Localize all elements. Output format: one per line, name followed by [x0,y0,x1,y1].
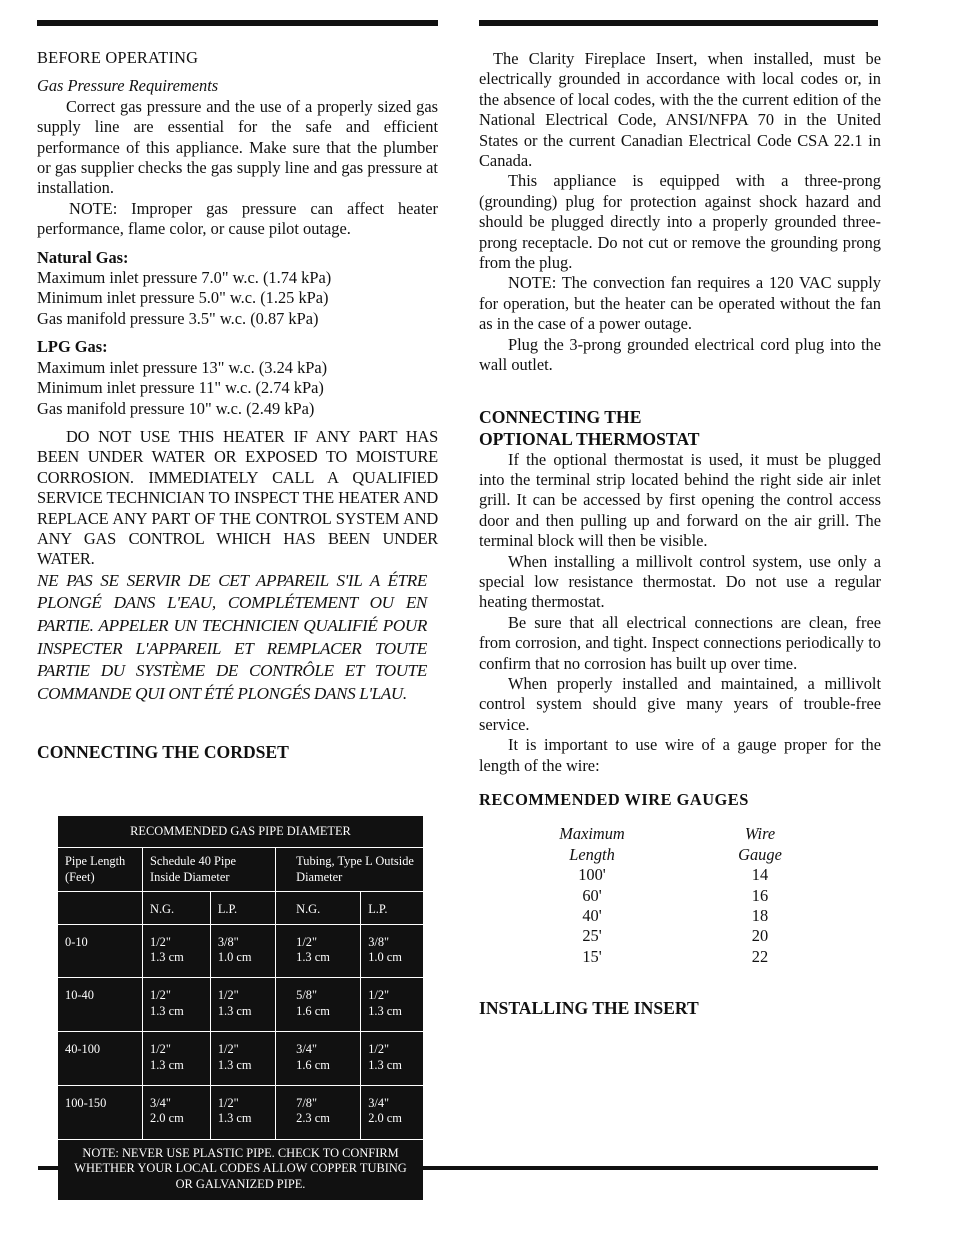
warning-english: DO NOT USE THIS HEATER IF ANY PART HAS BEEN UNDER WATER OR EXPOSED TO MOISTURE CORROSION. IMMEDIATELY CALL A QUALIFIED SERVICE TECHNICIAN TO INSPECT THE HEATER AND REPLACE ANY PART OF THE CONTROL SYSTEM AND ANY GAS CONTROL WHICH HAS BEEN UNDER WATER. [37,426,438,569]
connections-paragraph: Be sure that all electrical connections are clean, free from corrosion, and tight. Inspect connections periodically to confirm that no corrosion has built up over time. [479,612,881,673]
gas-table-col-tubing: Tubing, Type L Outside Diameter [276,848,423,892]
gas-table-cell [210,924,275,978]
table-row [58,1032,423,1086]
millivolt-paragraph: When installing a millivolt control system, use only a special low resistance thermostat. Do not use a regular heating thermostat. [479,551,881,612]
thermostat-heading: CONNECTING THE [479,406,642,427]
cell-inch: 1/2" [217,988,239,1003]
cell-cm: 1.3 cm [217,1003,252,1018]
natural-gas-line: Maximum inlet pressure 7.0" w.c. (1.74 kPa) [37,268,332,288]
thermostat-heading: OPTIONAL THERMOSTAT [479,428,700,449]
outlet-paragraph: Plug the 3-prong grounded electrical cord plug into the wall outlet. [479,334,881,375]
gas-table-cell [210,1032,275,1086]
gas-table-cell [276,1086,361,1140]
wire-table-header [479,824,879,844]
cell-cm: 1.3 cm [368,1057,402,1072]
cell-inch: 1/2" [150,934,171,949]
cell-inch: 3/4" [296,1042,318,1057]
wire-gauges-title: RECOMMENDED WIRE GAUGES [479,790,749,809]
cell-inch: 3/4" [368,1096,390,1111]
top-rule-right [479,20,878,26]
wire-gauge: 22 [751,946,769,966]
gas-table-sub-lp: L.P. [361,892,423,924]
cell-cm: 1.3 cm [150,1003,184,1018]
wire-head-length: Length [569,844,615,864]
warning-french: NE PAS SE SERVIR DE CET APPAREIL S'IL A ÉTRE PLONGÉ DANS L'EAU, COMPLÉTEMENT OU EN PARTIE. APPELER UN TECHNICIEN QUALIFIÉ POUR INSPECTER L'APPAREIL ET REMPLACER TOUTE PARTIE DU SYSTÈME DE CONTRÔLE ET TOUTE COMMANDE QUI ONT ÉTÉ PLONGÉS DANS L'LAU. [37,570,427,703]
wire-length: 15' [582,946,602,966]
wire-gauges-table [479,824,879,967]
gas-table-empty-cell [58,892,143,924]
maintained-paragraph: When properly installed and maintained, a millivolt control system should give many years of trouble-free service. [479,673,881,734]
lpg-gas-line: Gas manifold pressure 10" w.c. (2.49 kPa) [37,398,315,418]
plug-paragraph: This appliance is equipped with a three-prong (grounding) plug for protection against shock hazard and should be plugged directly into a properly grounded three-prong receptacle. Do not cut or remove the grounding prong from the plug. [479,171,881,273]
cell-inch: 5/8" [296,988,318,1003]
gas-table-cell [276,978,361,1032]
cell-inch: 1/2" [368,1042,390,1057]
table-row [58,924,423,978]
gas-table-note: NOTE: NEVER USE PLASTIC PIPE. CHECK TO CONFIRM WHETHER YOUR LOCAL CODES ALLOW COPPER TUBING OR GALVANIZED PIPE. [58,1139,423,1200]
gas-table-length: 10-40 [58,978,143,1032]
cell-cm: 1.3 cm [150,950,184,965]
right-column [479,49,881,1019]
gas-table-cell [143,1032,211,1086]
cell-inch: 3/4" [150,1096,171,1111]
wire-length: 25' [582,926,602,946]
cell-inch: 1/2" [217,1042,239,1057]
cell-inch: 7/8" [296,1096,318,1111]
natural-gas-line: Minimum inlet pressure 5.0" w.c. (1.25 kPa) [37,288,329,308]
lpg-gas-line: Maximum inlet pressure 13" w.c. (3.24 kPa) [37,357,328,377]
gas-table-title: RECOMMENDED GAS PIPE DIAMETER [58,816,423,848]
table-row [479,865,879,885]
gas-table-col-schedule: Schedule 40 Pipe Inside Diameter [143,848,276,892]
grounding-paragraph: The Clarity Fireplace Insert, when installed, must be electrically grounded in accordance with local codes or, in the absence of local codes, with the the current edition of the National Electrical Code, ANSI/NFPA 70 in the United States or the current Canadian Electrical Code CSA 22.1 in Canada. [479,49,881,171]
gas-table-cell [361,978,423,1032]
gas-table-cell [143,978,211,1032]
table-row [479,947,879,967]
gauge-paragraph: It is important to use wire of a gauge proper for the length of the wire: [479,735,881,775]
table-row [479,926,879,946]
gas-table-cell [361,924,423,978]
top-rule-left [37,20,438,26]
gas-pressure-paragraph: Correct gas pressure and the use of a properly sized gas supply line are essential for the safe and efficient performance of this appliance. Make sure that the plumber or gas supplier checks the gas supply line and gas pressure at installation. [37,96,438,198]
wire-gauge: 20 [751,926,769,946]
natural-gas-line: Gas manifold pressure 3.5" w.c. (0.87 kPa) [37,308,319,328]
gas-pressure-note: NOTE: Improper gas pressure can affect heater performance, flame color, or cause pilot outage. [37,198,438,239]
cell-cm: 1.3 cm [368,1003,402,1018]
gas-table-cell [143,924,211,978]
wire-gauge: 16 [751,885,769,905]
gas-table-cell [276,924,361,978]
cell-cm: 1.3 cm [296,950,330,965]
wire-length: 60' [582,885,602,905]
gas-table-sub-ng: N.G. [143,892,211,924]
natural-gas-heading: Natural Gas: [37,247,129,267]
fan-note-paragraph: NOTE: The convection fan requires a 120 VAC supply for operation, but the heater can be operated without the fan as in the case of a power outage. [479,273,881,334]
cell-inch: 3/8" [217,934,239,949]
gas-table-length: 100-150 [58,1086,143,1140]
wire-length: 40' [582,906,602,926]
cell-cm: 2.0 cm [368,1111,402,1126]
wire-gauge: 18 [751,906,769,926]
wire-head-gauge: Wire [744,824,776,844]
gas-table-cell [361,1086,423,1140]
gas-table-cell [210,978,275,1032]
cell-inch: 1/2" [368,988,390,1003]
left-column [37,48,438,763]
gas-table-sub-lp: L.P. [210,892,275,924]
cell-cm: 1.0 cm [368,950,402,965]
table-row [58,978,423,1032]
cell-inch: 1/2" [217,1096,239,1111]
gas-table-cell [210,1086,275,1140]
before-operating-heading: BEFORE OPERATING [37,48,199,67]
thermostat-paragraph: If the optional thermostat is used, it must be plugged into the terminal strip located behind the right side air inlet grill. It can be accessed by first opening the control access door and then pulling up and forward on the air grill. The terminal block will then be visible. [479,449,881,551]
lpg-gas-heading: LPG Gas: [37,337,108,357]
cordset-heading: CONNECTING THE CORDSET [37,742,289,763]
cell-cm: 1.0 cm [217,950,252,965]
wire-length: 100' [578,865,606,885]
cell-inch: 1/2" [150,1042,171,1057]
cell-cm: 1.3 cm [217,1057,252,1072]
cell-inch: 1/2" [150,988,171,1003]
gas-table-length: 0-10 [58,924,143,978]
cell-cm: 1.3 cm [217,1111,252,1126]
gas-table-col-pipe-length: Pipe Length (Feet) [58,848,143,892]
gas-table-cell [276,1032,361,1086]
table-row [58,1086,423,1140]
wire-head-gauge: Gauge [738,844,782,864]
table-row [479,906,879,926]
installing-insert-heading: INSTALLING THE INSERT [479,998,699,1019]
cell-cm: 1.6 cm [296,1057,330,1072]
gas-pipe-table [58,816,423,1200]
gas-table-length: 40-100 [58,1032,143,1086]
table-row [479,886,879,906]
wire-head-length: Maximum [559,824,625,844]
cell-inch: 1/2" [296,934,318,949]
lpg-gas-line: Minimum inlet pressure 11" w.c. (2.74 kPa) [37,378,324,398]
gas-table-cell [361,1032,423,1086]
gas-pressure-title: Gas Pressure Requirements [37,76,219,96]
cell-cm: 2.0 cm [150,1111,184,1126]
cell-cm: 1.6 cm [296,1003,330,1018]
cell-inch: 3/8" [368,934,390,949]
cell-cm: 1.3 cm [150,1057,184,1072]
gas-table-cell [143,1086,211,1140]
cell-cm: 2.3 cm [296,1111,330,1126]
gas-table-sub-ng: N.G. [276,892,361,924]
wire-table-header [479,845,879,865]
wire-gauge: 14 [751,865,769,885]
